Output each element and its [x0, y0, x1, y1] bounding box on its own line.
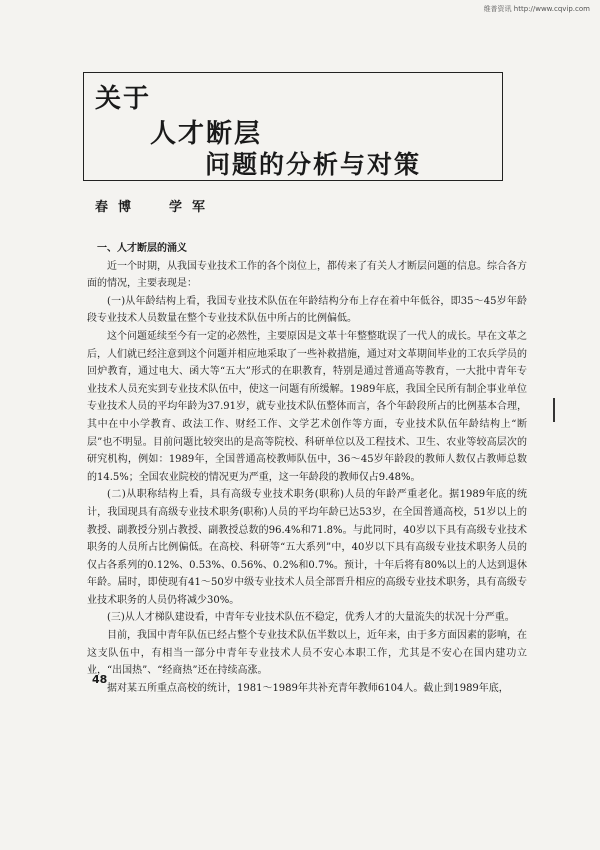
title-line-1: 关于 [95, 84, 152, 114]
paragraph: 近一个时期，从我国专业技术工作的各个岗位上，都传来了有关人才断层问题的信息。综合各方面的情况，主要表现是： [87, 260, 527, 290]
title-line-3: 问题的分析与对策 [205, 150, 422, 179]
page-number: 48 [92, 673, 108, 686]
paragraph: 这个问题延续至今有一定的必然性，主要原因是文革十年整整耽误了一代人的成长。早在文革之后，人们就已经注意到这个问题并相应地采取了一些补救措施，通过对文革期间毕业的工农兵学员的回炉教育，通过电大、函大等“五大”形式的在职教育，特别是通过普通高等教育，一大批中青年专业技术人员充实到专业技术队伍中，使这一问题有所缓解。1989年底，我国全民所有制企事业单位专业技术人员的平均年龄为37.91岁，就专业技术队伍整体而言，各个年龄段所占的比例基本合理，其中在中小学教育、政法工作、财经工作、文学艺术创作等方面，专业技术队伍年龄结构上“断层”也不明显。目前问题比较突出的是高等院校、科研单位以及工程技术、卫生、农业等较高层次的研究机构，例如：1989年，全国普通高校教师队伍中，36～45岁年龄段的教师人数仅占教师总数的14.5%；全国农业院校的情况更为严重，这一年龄段的教师仅占9.48%。 [87, 330, 527, 483]
margin-mark [553, 398, 555, 422]
section-heading: 一、人才断层的涌义 [97, 243, 187, 254]
paragraph: 目前，我国中青年队伍已经占整个专业技术队伍半数以上，近年来，由于多方面因素的影响，在这支队伍中，有相当一部分中青年专业技术人员不安心本职工作，尤其是不安心在国内建功立业，“出国热”、“经商热”还在持续高涨。 [87, 630, 527, 677]
paragraph: (三)从人才梯队建设看，中青年专业技术队伍不稳定，优秀人才的大量流失的状况十分严重。 [107, 612, 515, 624]
watermark: 维普资讯 http://www.cqvip.com [483, 5, 590, 13]
author-1: 春博 [95, 200, 142, 215]
paragraph: (一)从年龄结构上看，我国专业技术队伍在年龄结构分布上存在着中年低谷，即35～45岁年龄段专业技术人员数量在整个专业技术队伍中所占的比例偏低。 [87, 295, 527, 325]
title-line-2: 人才断层 [150, 119, 263, 149]
article-body [87, 240, 527, 697]
paragraph: 据对某五所重点高校的统计，1981～1989年共补充青年教师6104人。截止到1989年底， [107, 682, 509, 694]
author-2: 学军 [169, 200, 216, 215]
paragraph: (二)从职称结构上看，具有高级专业技术职务(职称)人员的年龄严重老化。据1989年底的统计，我国现具有高级专业技术职务(职称)人员的平均年龄已达53岁，在全国普通高校，51岁以上的教授、副教授分别占教授、副教授总数的96.4%和71.8%。与此同时，40岁以下具有高级专业技术职务的人员所占比例偏低。在高校、科研等“五大系列”中，40岁以下具有高级专业技术职务人员的仅占各系列的0.12%、0.53%、0.56%、0.2%和0.7%。预计，十年后将有80%以上的人达到退休年龄。届时，即使现有41～50岁中级专业技术人员全部晋升相应的高级专业技术职务，具有高级专业技术职务的人员仍将减少30%。 [87, 489, 527, 606]
byline [95, 196, 215, 215]
